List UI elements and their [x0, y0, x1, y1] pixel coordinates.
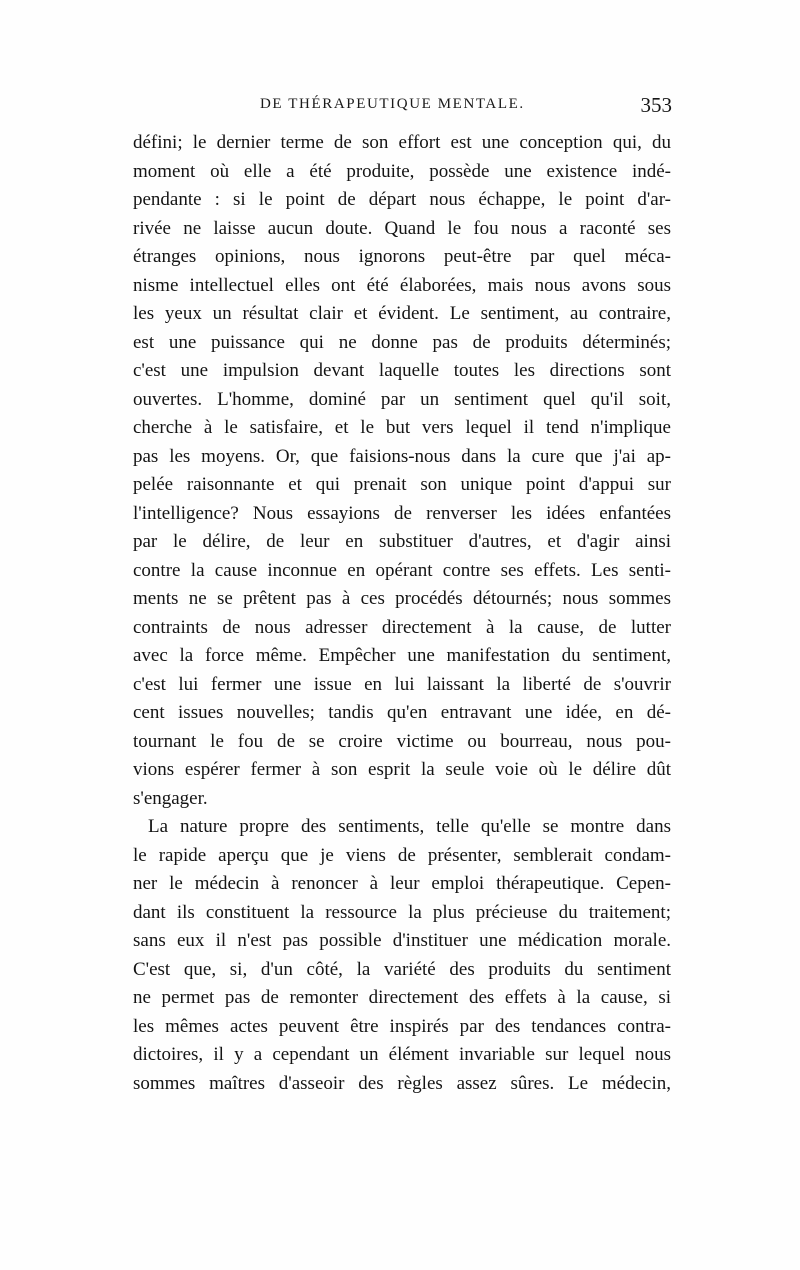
text-line: rivée ne laisse aucun doute. Quand le fou nous a raconté ses	[133, 217, 671, 239]
text-line: est une puissance qui ne donne pas de produits déterminés;	[133, 331, 671, 353]
text-line: ments ne se prêtent pas à ces procédés détournés; nous sommes	[133, 588, 671, 609]
text-line: sommes maîtres d'asseoir des règles assez sûres. Le médecin,	[133, 1072, 671, 1094]
text-line: défini; le dernier terme de son effort est une conception qui, du	[133, 132, 671, 153]
paragraph-2	[133, 813, 671, 1098]
text-line: dictoires, il y a cependant un élément invariable sur lequel nous	[133, 1044, 671, 1065]
text-line: cherche à le satisfaire, et le but vers lequel il tend n'implique	[133, 417, 671, 438]
text-line: sans eux il n'est pas possible d'instituer une médication morale.	[133, 930, 671, 951]
text-line: c'est lui fermer une issue en lui laissant la liberté de s'ouvrir	[133, 673, 671, 695]
paragraph-1	[133, 129, 671, 813]
text-line: avec la force même. Empêcher une manifestation du sentiment,	[133, 645, 671, 666]
text-line: La nature propre des sentiments, telle qu'elle se montre dans	[148, 816, 671, 837]
body-text	[133, 129, 671, 1098]
page-number: 353	[640, 93, 672, 117]
text-line: pas les moyens. Or, que faisions-nous dans la cure que j'ai ap-	[133, 445, 671, 467]
text-line: contre la cause inconnue en opérant contre ses effets. Les senti-	[133, 559, 671, 581]
text-line: les mêmes actes peuvent être inspirés par des tendances contra-	[133, 1015, 671, 1037]
text-line: par le délire, de leur en substituer d'autres, et d'agir ainsi	[133, 531, 671, 552]
text-line: C'est que, si, d'un côté, la variété des produits du sentiment	[133, 958, 671, 980]
text-line: pelée raisonnante et qui prenait son unique point d'appui sur	[133, 474, 671, 495]
text-line: les yeux un résultat clair et évident. Le sentiment, au contraire,	[133, 303, 671, 324]
text-line: pendante : si le point de départ nous échappe, le point d'ar-	[133, 189, 671, 210]
text-line: tournant le fou de se croire victime ou bourreau, nous pou-	[133, 730, 671, 752]
running-title: DE THÉRAPEUTIQUE MENTALE.	[260, 96, 525, 112]
text-line: c'est une impulsion devant laquelle toutes les directions sont	[133, 360, 671, 381]
text-line: vions espérer fermer à son esprit la seule voie où le délire dût	[133, 759, 671, 780]
text-line: cent issues nouvelles; tandis qu'en entravant une idée, en dé-	[133, 702, 671, 723]
running-header	[132, 93, 672, 122]
text-line: ouvertes. L'homme, dominé par un sentiment quel qu'il soit,	[133, 388, 671, 410]
text-line: l'intelligence? Nous essayions de renverser les idées enfantées	[133, 502, 671, 524]
text-line: étranges opinions, nous ignorons peut-être par quel méca-	[133, 246, 671, 267]
text-line: nisme intellectuel elles ont été élaborées, mais nous avons sous	[133, 274, 671, 296]
text-line: s'engager.	[133, 787, 208, 809]
text-line: le rapide aperçu que je viens de présenter, semblerait condam-	[133, 844, 671, 866]
text-line: dant ils constituent la ressource la plus précieuse du traitement;	[133, 901, 671, 923]
text-line: ner le médecin à renoncer à leur emploi thérapeutique. Cepen-	[133, 873, 671, 894]
text-line: ne permet pas de remonter directement des effets à la cause, si	[133, 987, 671, 1008]
text-line: moment où elle a été produite, possède une existence indé-	[133, 160, 671, 182]
text-line: contraints de nous adresser directement à la cause, de lutter	[133, 616, 671, 638]
